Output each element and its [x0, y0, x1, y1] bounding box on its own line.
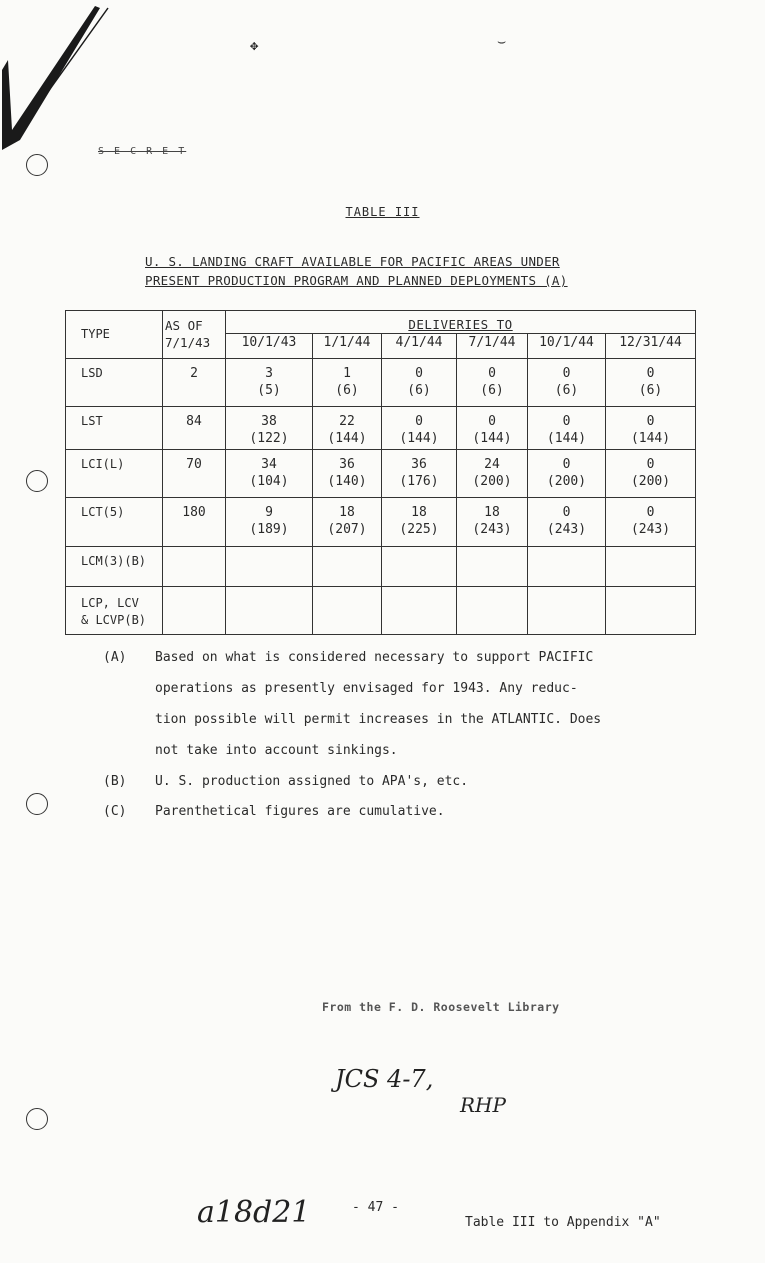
delivery-cell — [313, 450, 382, 498]
ink-mark: ⌣ — [497, 34, 507, 50]
date-header: 7/1/44 — [457, 334, 528, 359]
cumulative-count: (243) — [630, 522, 671, 537]
type-header: TYPE — [66, 311, 163, 359]
delivery-cell — [313, 587, 382, 635]
cumulative-count: (200) — [630, 474, 671, 489]
footnote-text: tion possible will permit increases in the ATLANTIC. Does — [155, 712, 602, 727]
table-subtitle-line2: PRESENT PRODUCTION PROGRAM AND PLANNED DEPLOYMENTS (A) — [145, 273, 568, 288]
row-type: LCM(3)(B) — [66, 547, 163, 587]
as-of-value — [163, 587, 226, 635]
date-header: 12/31/44 — [606, 334, 696, 359]
footnote-label: (A) — [103, 650, 127, 665]
footnotes — [103, 650, 703, 834]
delivery-cell — [606, 359, 696, 407]
footnote-text: Based on what is considered necessary to support PACIFIC — [155, 650, 594, 665]
delivery-count: 24 — [484, 457, 500, 472]
cumulative-count: (200) — [472, 474, 512, 489]
cumulative-count: (243) — [546, 522, 587, 537]
cumulative-count: (243) — [472, 522, 512, 537]
delivery-count: 18 — [339, 505, 355, 520]
cumulative-count: (6) — [638, 383, 663, 398]
table-row — [66, 587, 696, 635]
row-type — [66, 587, 163, 635]
footnote-text: U. S. production assigned to APA's, etc. — [155, 774, 469, 789]
delivery-count: 3 — [265, 366, 273, 381]
delivery-count: 0 — [646, 366, 655, 381]
delivery-count: 22 — [339, 414, 355, 429]
delivery-cell — [382, 547, 457, 587]
cumulative-count: (144) — [630, 431, 671, 446]
ink-mark: ✥ — [250, 38, 259, 54]
cumulative-count: (104) — [249, 474, 289, 489]
table-row — [66, 547, 696, 587]
as-of-value: 180 — [163, 498, 226, 547]
delivery-cell — [313, 407, 382, 450]
footnote-c — [103, 804, 703, 834]
punch-hole — [26, 1108, 48, 1130]
delivery-count: 0 — [562, 457, 571, 472]
delivery-cell — [382, 359, 457, 407]
row-type: LCI(L) — [66, 450, 163, 498]
delivery-count: 0 — [562, 505, 571, 520]
delivery-cell — [382, 407, 457, 450]
footnote-a — [103, 650, 703, 774]
footnote-b — [103, 774, 703, 804]
delivery-cell — [226, 407, 313, 450]
delivery-cell — [226, 359, 313, 407]
delivery-cell — [457, 587, 528, 635]
date-header: 4/1/44 — [382, 334, 457, 359]
date-header: 10/1/44 — [528, 334, 606, 359]
library-stamp: From the F. D. Roosevelt Library — [322, 1000, 560, 1014]
delivery-count: 38 — [261, 414, 277, 429]
delivery-cell — [226, 498, 313, 547]
delivery-cell — [606, 547, 696, 587]
delivery-cell — [457, 547, 528, 587]
cumulative-count: (122) — [249, 431, 289, 446]
footnote-label: (C) — [103, 804, 127, 819]
delivery-count: 9 — [265, 505, 273, 520]
handwritten-jcs-reference: JCS 4-7, — [335, 1065, 434, 1093]
punch-hole — [26, 793, 48, 815]
delivery-cell — [457, 359, 528, 407]
delivery-cell — [382, 450, 457, 498]
as-of-header-line2: 7/1/43 — [165, 335, 211, 350]
row-type: LCT(5) — [66, 498, 163, 547]
corner-pen-slash — [0, 0, 120, 170]
cumulative-count: (189) — [249, 522, 289, 537]
delivery-count: 0 — [488, 414, 496, 429]
cumulative-count: (6) — [407, 383, 431, 398]
delivery-cell — [457, 498, 528, 547]
punch-hole — [26, 154, 48, 176]
handwritten-initials: RHP — [460, 1093, 506, 1117]
cumulative-count: (207) — [327, 522, 367, 537]
delivery-cell — [313, 359, 382, 407]
table-row — [66, 407, 696, 450]
delivery-cell — [528, 547, 606, 587]
handwritten-catalog-number: a18d21 — [197, 1195, 311, 1230]
delivery-count: 0 — [646, 414, 655, 429]
row-type: LST — [66, 407, 163, 450]
cumulative-count: (200) — [546, 474, 587, 489]
appendix-caption: Table III to Appendix "A" — [465, 1215, 661, 1230]
cumulative-count: (6) — [554, 383, 579, 398]
date-header: 1/1/44 — [313, 334, 382, 359]
delivery-cell — [528, 407, 606, 450]
page-number: - 47 - — [352, 1200, 399, 1215]
delivery-count: 18 — [411, 505, 427, 520]
landing-craft-table — [65, 310, 696, 635]
cumulative-count: (5) — [257, 383, 281, 398]
as-of-value: 84 — [163, 407, 226, 450]
delivery-count: 0 — [646, 457, 655, 472]
delivery-cell — [528, 587, 606, 635]
delivery-cell — [226, 587, 313, 635]
delivery-cell — [226, 547, 313, 587]
delivery-cell — [313, 547, 382, 587]
delivery-cell — [606, 407, 696, 450]
delivery-count: 0 — [488, 366, 496, 381]
footnote-text: operations as presently envisaged for 1943. Any reduc- — [155, 681, 578, 696]
deliveries-header: DELIVERIES TO — [226, 311, 696, 334]
as-of-value: 2 — [163, 359, 226, 407]
delivery-count: 0 — [562, 366, 571, 381]
as-of-value: 70 — [163, 450, 226, 498]
delivery-cell — [457, 407, 528, 450]
punch-hole — [26, 470, 48, 492]
cumulative-count: (144) — [472, 431, 512, 446]
table-row — [66, 450, 696, 498]
row-type-line2: & LCVP(B) — [81, 613, 147, 627]
delivery-cell — [528, 498, 606, 547]
delivery-count: 0 — [646, 505, 655, 520]
table-row — [66, 359, 696, 407]
cumulative-count: (140) — [327, 474, 367, 489]
delivery-cell — [606, 587, 696, 635]
delivery-count: 18 — [484, 505, 500, 520]
delivery-count: 34 — [261, 457, 277, 472]
delivery-cell — [226, 450, 313, 498]
as-of-header-line1: AS OF — [165, 318, 203, 333]
date-header: 10/1/43 — [226, 334, 313, 359]
delivery-cell — [382, 498, 457, 547]
table-row — [66, 498, 696, 547]
delivery-count: 0 — [415, 414, 423, 429]
delivery-cell — [606, 498, 696, 547]
cumulative-count: (225) — [399, 522, 439, 537]
as-of-value — [163, 547, 226, 587]
delivery-cell — [528, 450, 606, 498]
cumulative-count: (176) — [399, 474, 439, 489]
table-subtitle-line1: U. S. LANDING CRAFT AVAILABLE FOR PACIFIC AREAS UNDER — [145, 254, 560, 269]
row-type: LSD — [66, 359, 163, 407]
delivery-cell — [457, 450, 528, 498]
delivery-count: 0 — [415, 366, 423, 381]
delivery-count: 36 — [411, 457, 427, 472]
as-of-header — [163, 311, 226, 359]
delivery-count: 1 — [343, 366, 351, 381]
footnote-text: not take into account sinkings. — [155, 743, 398, 758]
cumulative-count: (144) — [399, 431, 439, 446]
secret-stamp: S E C R E T — [98, 146, 187, 157]
delivery-count: 0 — [562, 414, 571, 429]
footnote-text: Parenthetical figures are cumulative. — [155, 804, 445, 819]
cumulative-count: (6) — [335, 383, 359, 398]
cumulative-count: (6) — [480, 383, 504, 398]
cumulative-count: (144) — [546, 431, 587, 446]
table-title: TABLE III — [345, 205, 420, 219]
delivery-cell — [606, 450, 696, 498]
cumulative-count: (144) — [327, 431, 367, 446]
delivery-cell — [528, 359, 606, 407]
delivery-count: 36 — [339, 457, 355, 472]
footnote-label: (B) — [103, 774, 127, 789]
row-type-line1: LCP, LCV — [81, 596, 139, 610]
delivery-cell — [382, 587, 457, 635]
delivery-cell — [313, 498, 382, 547]
